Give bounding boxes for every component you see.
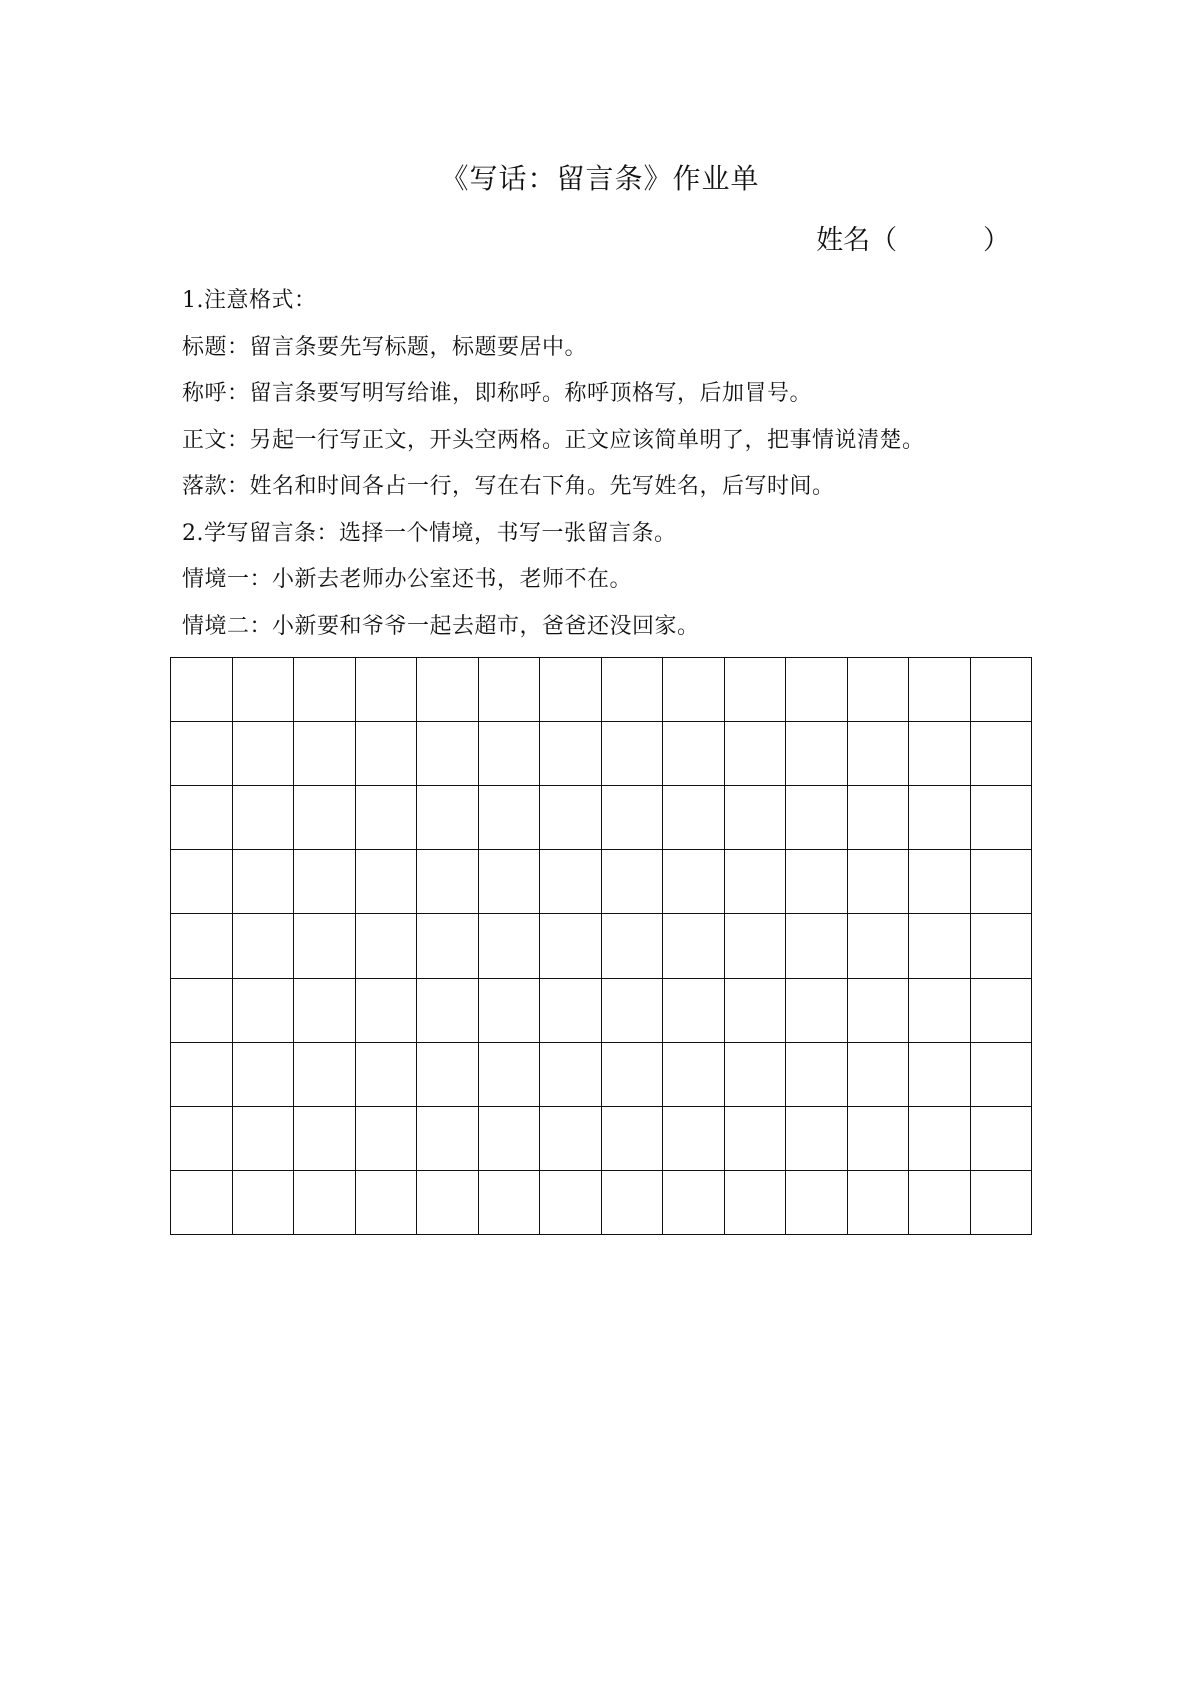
grid-cell[interactable] — [663, 914, 725, 978]
grid-cell[interactable] — [663, 978, 725, 1042]
grid-cell[interactable] — [355, 722, 417, 786]
grid-cell[interactable] — [786, 914, 848, 978]
instructions — [182, 278, 1082, 650]
grid-row — [171, 850, 1032, 914]
grid-cell[interactable] — [417, 850, 479, 914]
grid-cell[interactable] — [171, 850, 233, 914]
grid-row — [171, 1170, 1032, 1234]
grid-cell[interactable] — [909, 978, 971, 1042]
grid-cell[interactable] — [294, 1170, 356, 1234]
scenario-1: 情境一：小新去老师办公室还书，老师不在。 — [182, 567, 633, 592]
grid-cell[interactable] — [847, 722, 909, 786]
grid-cell[interactable] — [355, 850, 417, 914]
rule-salutation: 称呼：留言条要写明写给谁，即称呼。称呼顶格写，后加冒号。 — [182, 381, 813, 406]
grid-cell[interactable] — [663, 786, 725, 850]
grid-cell[interactable] — [786, 658, 848, 722]
grid-cell[interactable] — [540, 914, 602, 978]
grid-cell[interactable] — [540, 722, 602, 786]
grid-cell[interactable] — [540, 658, 602, 722]
grid-cell[interactable] — [909, 1042, 971, 1106]
grid-cell[interactable] — [786, 850, 848, 914]
grid-cell[interactable] — [786, 722, 848, 786]
grid-cell[interactable] — [171, 786, 233, 850]
grid-cell[interactable] — [601, 786, 663, 850]
grid-cell[interactable] — [970, 978, 1032, 1042]
grid-cell[interactable] — [601, 850, 663, 914]
grid-cell[interactable] — [786, 786, 848, 850]
grid-cell[interactable] — [355, 1170, 417, 1234]
grid-cell[interactable] — [540, 1042, 602, 1106]
grid-cell[interactable] — [294, 850, 356, 914]
grid-cell[interactable] — [663, 1042, 725, 1106]
grid-cell[interactable] — [663, 722, 725, 786]
grid-cell[interactable] — [417, 978, 479, 1042]
grid-cell[interactable] — [847, 978, 909, 1042]
scenario-2: 情境二：小新要和爷爷一起去超市，爸爸还没回家。 — [182, 613, 700, 639]
grid-row — [171, 914, 1032, 978]
grid-cell[interactable] — [970, 914, 1032, 978]
grid-cell[interactable] — [970, 1042, 1032, 1106]
grid-cell[interactable] — [601, 658, 663, 722]
rule-title: 标题：留言条要先写标题，标题要居中。 — [182, 334, 588, 360]
grid-cell[interactable] — [847, 1170, 909, 1234]
grid-cell[interactable] — [417, 1042, 479, 1106]
grid-cell[interactable] — [786, 978, 848, 1042]
grid-cell[interactable] — [355, 978, 417, 1042]
grid-cell[interactable] — [724, 658, 786, 722]
grid-row — [171, 658, 1032, 722]
grid-cell[interactable] — [540, 850, 602, 914]
grid-cell[interactable] — [601, 722, 663, 786]
grid-cell[interactable] — [847, 914, 909, 978]
grid-cell[interactable] — [478, 914, 540, 978]
writing-grid — [170, 657, 1032, 1235]
grid-cell[interactable] — [847, 658, 909, 722]
grid-cell[interactable] — [232, 1170, 294, 1234]
grid-cell[interactable] — [847, 850, 909, 914]
grid-cell[interactable] — [601, 1106, 663, 1170]
grid-cell[interactable] — [663, 1170, 725, 1234]
section-2-heading: 2.学写留言条：选择一个情境，书写一张留言条。 — [182, 520, 677, 546]
grid-cell[interactable] — [540, 786, 602, 850]
grid-cell[interactable] — [540, 978, 602, 1042]
section-1-heading: 1.注意格式： — [182, 288, 317, 313]
grid-cell[interactable] — [417, 914, 479, 978]
grid-cell[interactable] — [294, 658, 356, 722]
grid-cell[interactable] — [909, 786, 971, 850]
grid-cell[interactable] — [232, 914, 294, 978]
grid-cell[interactable] — [909, 658, 971, 722]
grid-cell[interactable] — [663, 1106, 725, 1170]
grid-cell[interactable] — [970, 1170, 1032, 1234]
name-field: 姓名（ ） — [816, 225, 1010, 256]
grid-cell[interactable] — [478, 1042, 540, 1106]
grid-cell[interactable] — [909, 722, 971, 786]
grid-cell[interactable] — [417, 658, 479, 722]
grid-cell[interactable] — [417, 1170, 479, 1234]
grid-cell[interactable] — [294, 722, 356, 786]
grid-cell[interactable] — [478, 1170, 540, 1234]
grid-cell[interactable] — [294, 1106, 356, 1170]
rule-signature: 落款：姓名和时间各占一行，写在右下角。先写姓名，后写时间。 — [182, 474, 835, 499]
grid-cell[interactable] — [663, 850, 725, 914]
grid-cell[interactable] — [601, 914, 663, 978]
grid-cell[interactable] — [417, 786, 479, 850]
grid-cell[interactable] — [663, 658, 725, 722]
grid-cell[interactable] — [355, 658, 417, 722]
grid-cell[interactable] — [417, 722, 479, 786]
grid-cell[interactable] — [171, 1042, 233, 1106]
grid-cell[interactable] — [478, 978, 540, 1042]
grid-cell[interactable] — [232, 1042, 294, 1106]
grid-cell[interactable] — [478, 850, 540, 914]
grid-cell[interactable] — [232, 1106, 294, 1170]
grid-cell[interactable] — [232, 978, 294, 1042]
grid-cell[interactable] — [724, 850, 786, 914]
rule-body: 正文：另起一行写正文，开头空两格。正文应该简单明了，把事情说清楚。 — [182, 427, 925, 453]
grid-cell[interactable] — [232, 850, 294, 914]
grid-cell[interactable] — [540, 1106, 602, 1170]
grid-cell[interactable] — [909, 1106, 971, 1170]
grid-cell[interactable] — [970, 850, 1032, 914]
grid-cell[interactable] — [478, 1106, 540, 1170]
writing-grid-table — [170, 657, 1032, 1235]
grid-cell[interactable] — [724, 914, 786, 978]
grid-cell[interactable] — [355, 786, 417, 850]
grid-cell[interactable] — [724, 1170, 786, 1234]
grid-cell[interactable] — [540, 1170, 602, 1234]
grid-cell[interactable] — [171, 1170, 233, 1234]
grid-cell[interactable] — [294, 1042, 356, 1106]
grid-row — [171, 1106, 1032, 1170]
grid-cell[interactable] — [601, 978, 663, 1042]
grid-cell[interactable] — [970, 786, 1032, 850]
grid-row — [171, 978, 1032, 1042]
grid-cell[interactable] — [909, 914, 971, 978]
grid-cell[interactable] — [724, 978, 786, 1042]
grid-cell[interactable] — [355, 1106, 417, 1170]
grid-cell[interactable] — [847, 786, 909, 850]
grid-cell[interactable] — [724, 1106, 786, 1170]
grid-cell[interactable] — [355, 1042, 417, 1106]
grid-cell[interactable] — [909, 1170, 971, 1234]
grid-cell[interactable] — [970, 1106, 1032, 1170]
grid-row — [171, 786, 1032, 850]
grid-cell[interactable] — [171, 978, 233, 1042]
grid-row — [171, 722, 1032, 786]
grid-cell[interactable] — [478, 786, 540, 850]
grid-cell[interactable] — [232, 658, 294, 722]
grid-cell[interactable] — [294, 978, 356, 1042]
grid-cell[interactable] — [232, 722, 294, 786]
grid-cell[interactable] — [724, 722, 786, 786]
grid-cell[interactable] — [232, 786, 294, 850]
grid-cell[interactable] — [417, 1106, 479, 1170]
grid-cell[interactable] — [847, 1106, 909, 1170]
grid-row — [171, 1042, 1032, 1106]
grid-cell[interactable] — [970, 658, 1032, 722]
worksheet-title: 《写话：留言条》作业单 — [440, 162, 760, 195]
grid-cell[interactable] — [171, 1106, 233, 1170]
grid-cell[interactable] — [786, 1170, 848, 1234]
grid-cell[interactable] — [601, 1042, 663, 1106]
grid-cell[interactable] — [786, 1042, 848, 1106]
grid-cell[interactable] — [970, 722, 1032, 786]
grid-cell[interactable] — [478, 722, 540, 786]
grid-cell[interactable] — [294, 914, 356, 978]
grid-cell[interactable] — [171, 722, 233, 786]
grid-cell[interactable] — [724, 1042, 786, 1106]
grid-cell[interactable] — [786, 1106, 848, 1170]
grid-cell[interactable] — [601, 1170, 663, 1234]
grid-cell[interactable] — [724, 786, 786, 850]
grid-cell[interactable] — [355, 914, 417, 978]
grid-cell[interactable] — [171, 658, 233, 722]
grid-cell[interactable] — [294, 786, 356, 850]
grid-cell[interactable] — [847, 1042, 909, 1106]
grid-cell[interactable] — [478, 658, 540, 722]
grid-cell[interactable] — [909, 850, 971, 914]
grid-cell[interactable] — [171, 914, 233, 978]
